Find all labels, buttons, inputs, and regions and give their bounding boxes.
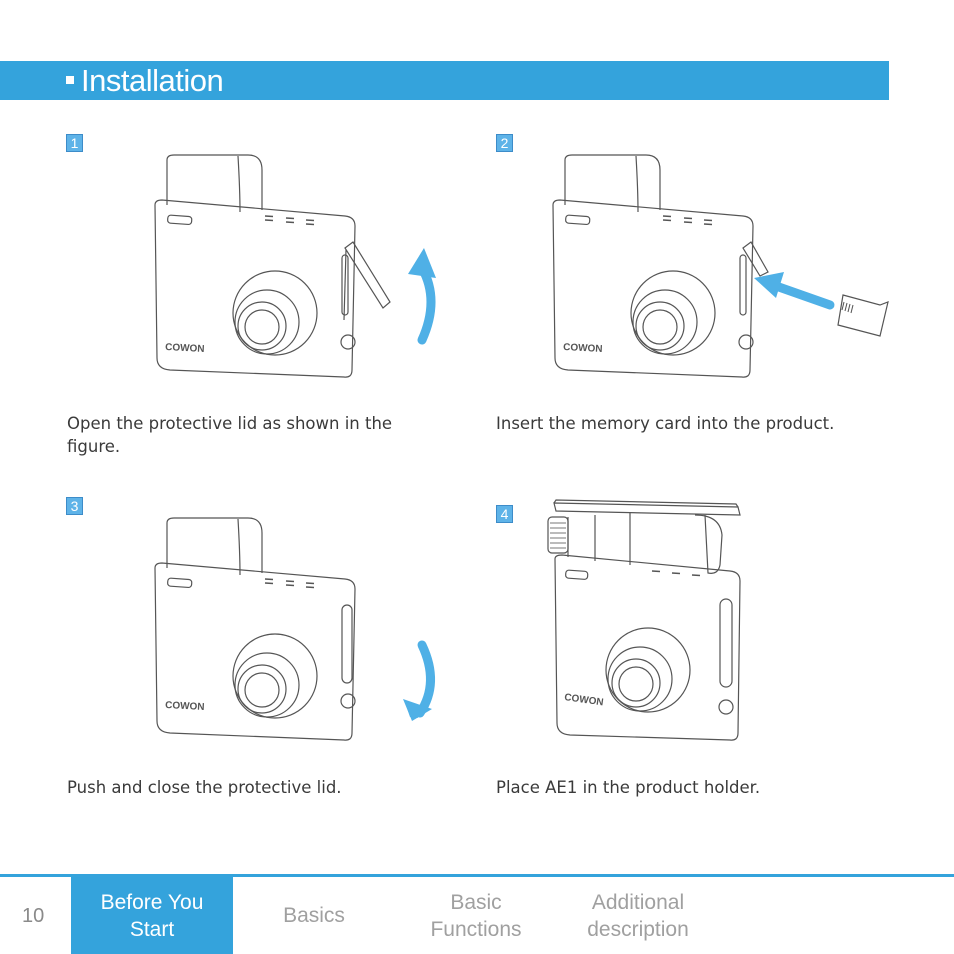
step-4-illustration: [540, 495, 745, 750]
tab-additional-description[interactable]: Additional description: [587, 890, 689, 941]
step-2-badge: 2: [496, 134, 513, 152]
step-2-illustration: [538, 150, 898, 385]
step-3-caption: Push and close the protective lid.: [67, 778, 342, 797]
step-3-badge: 3: [66, 497, 83, 515]
tab-basic-functions[interactable]: Basic Functions: [430, 890, 522, 941]
tab-before-you-start[interactable]: Before You Start: [71, 877, 233, 954]
step-1-badge: 1: [66, 134, 83, 152]
tab-basics[interactable]: Basics: [283, 904, 345, 927]
step-4-caption: Place AE1 in the product holder.: [496, 778, 761, 797]
brand-label: COWON: [562, 342, 603, 356]
step-2-caption: Insert the memory card into the product.: [496, 414, 835, 433]
step-1-illustration: [140, 150, 450, 385]
section-title: Installation: [81, 63, 224, 98]
brand-label: COWON: [563, 692, 605, 709]
step-4-badge: 4: [496, 505, 513, 523]
brand-label: COWON: [164, 700, 205, 714]
step-1-caption: Open the protective lid as shown in the figure.: [67, 414, 393, 456]
header-bullet-icon: [66, 76, 74, 84]
brand-label: COWON: [164, 342, 205, 356]
step-3-illustration: [140, 513, 450, 748]
page-number: 10: [22, 905, 45, 927]
